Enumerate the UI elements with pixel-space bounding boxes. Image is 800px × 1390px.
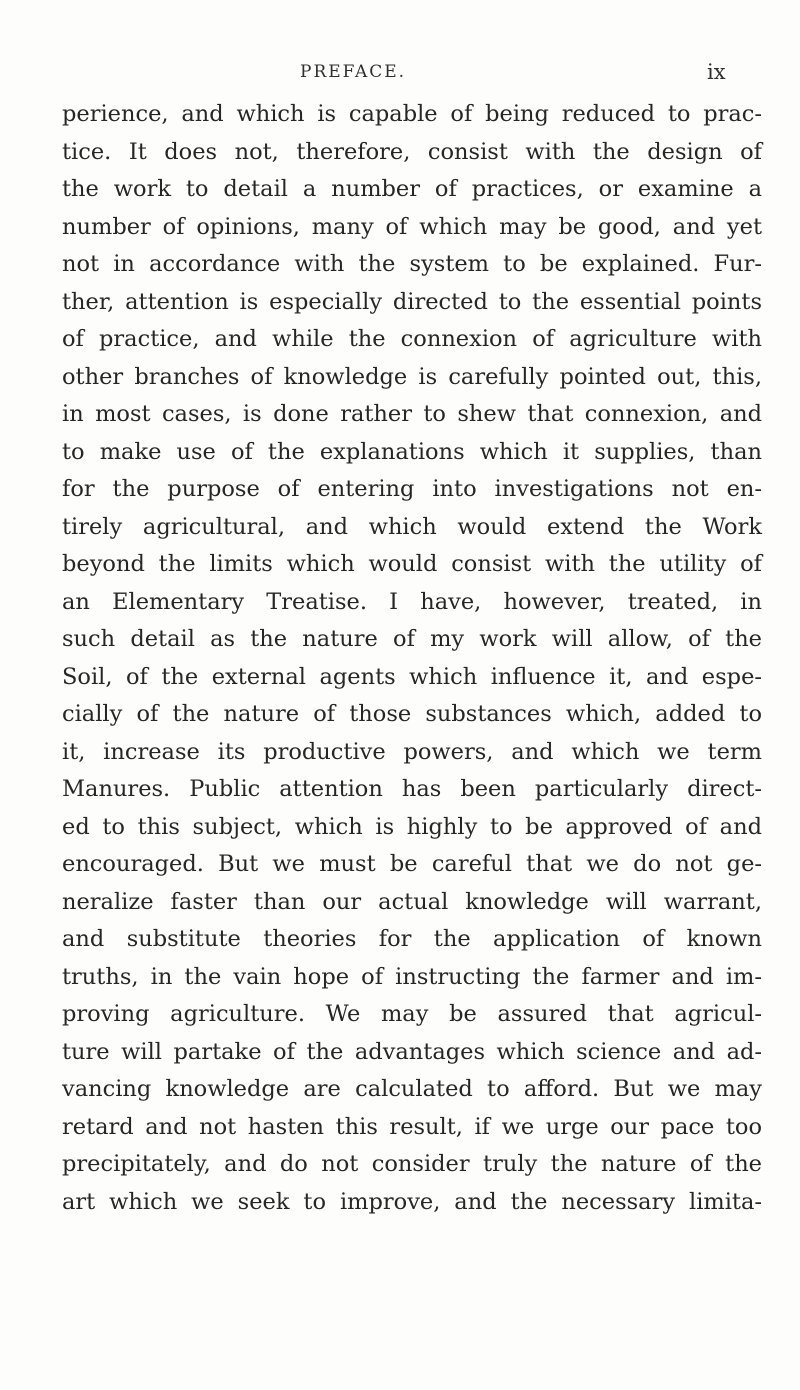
text-line: ture will partake of the advantages which science and ad- — [62, 1038, 762, 1065]
text-line: art which we seek to improve, and the necessary limita- — [62, 1188, 762, 1215]
text-line: in most cases, is done rather to shew that connexion, and — [62, 401, 762, 427]
text-line: it, increase its productive powers, and which we term — [62, 738, 762, 765]
body-text — [62, 96, 762, 1221]
text-line: to make use of the explanations which it supplies, than — [62, 438, 762, 465]
running-head-title: PREFACE. — [300, 62, 407, 82]
text-line: the work to detail a number of practices, or examine a — [62, 176, 762, 202]
text-line: Manures. Public attention has been particularly direct- — [62, 776, 762, 802]
text-line: tirely agricultural, and which would extend the Work — [62, 513, 762, 540]
text-line: precipitately, and do not consider truly the nature of the — [62, 1151, 762, 1177]
text-line: not in accordance with the system to be explained. Fur- — [62, 251, 762, 277]
text-line: perience, and which is capable of being reduced to prac- — [62, 101, 762, 127]
text-line: ther, attention is especially directed to the essential points — [62, 288, 762, 315]
text-line: truths, in the vain hope of instructing the farmer and im- — [62, 963, 762, 990]
text-line: cially of the nature of those substances which, added to — [62, 701, 762, 727]
text-line: proving agriculture. We may be assured that agricul- — [62, 1001, 762, 1027]
text-line: other branches of knowledge is carefully pointed out, this, — [62, 363, 762, 390]
text-line: an Elementary Treatise. I have, however, treated, in — [62, 588, 762, 615]
text-line: of practice, and while the connexion of agriculture with — [62, 326, 762, 352]
running-head — [0, 60, 800, 90]
text-line: retard and not hasten this result, if we urge our pace too — [62, 1113, 762, 1140]
text-line: Soil, of the external agents which influence it, and espe- — [62, 663, 762, 690]
text-line: encouraged. But we must be careful that we do not ge- — [62, 851, 762, 877]
text-line: such detail as the nature of my work will allow, of the — [62, 626, 762, 652]
text-line: vancing knowledge are calculated to afford. But we may — [62, 1076, 762, 1102]
text-line: ed to this subject, which is highly to be approved of and — [62, 813, 762, 840]
text-line: and substitute theories for the application of known — [62, 926, 762, 952]
text-line: for the purpose of entering into investigations not en- — [62, 476, 762, 502]
text-line: neralize faster than our actual knowledge will warrant, — [62, 888, 762, 915]
text-line: tice. It does not, therefore, consist with the design of — [62, 138, 762, 165]
page-number: ix — [707, 60, 726, 84]
text-line: beyond the limits which would consist with the utility of — [62, 551, 762, 577]
text-line: number of opinions, many of which may be good, and yet — [62, 213, 762, 240]
